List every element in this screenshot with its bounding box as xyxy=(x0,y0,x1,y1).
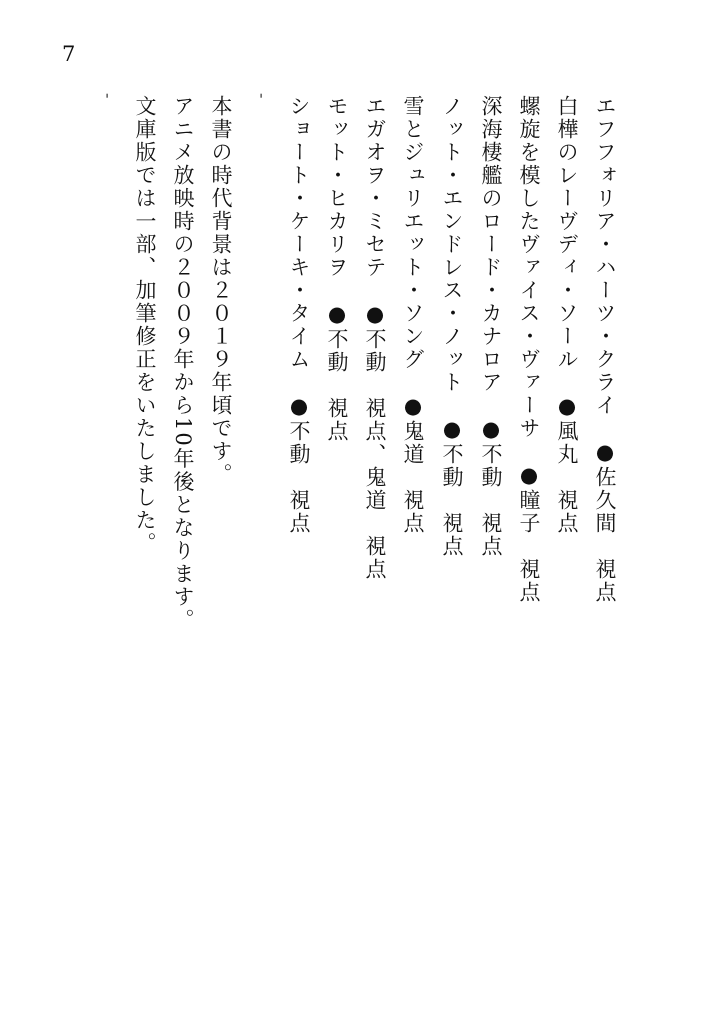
page-number: 7 xyxy=(62,42,76,66)
toc-end-mark: ‐ xyxy=(253,93,272,99)
toc-entry: 螺旋を模したヴァイス・ヴァーサ ●瞳子 視点 xyxy=(517,95,541,604)
note-line: 文庫版では一部、加筆修正をいたしました。 xyxy=(133,95,157,555)
toc-entry: エフフォリア・ハーツ・クライ ●佐久間 視点 xyxy=(593,95,617,604)
note-line: アニメ放映時の２００９年から10年後となります。 xyxy=(171,95,195,632)
toc-entry: 雪とジュリエット・ソング ●鬼道 視点 xyxy=(401,95,425,535)
note-line: 本書の時代背景は２０１９年頃です。 xyxy=(209,95,233,486)
toc-entry: エガオヲ・ミセテ ●不動 視点、鬼道 視点 xyxy=(363,95,387,581)
toc-entry: ノット・エンドレス・ノット ●不動 視点 xyxy=(440,95,464,558)
toc-entry: 白樺のレーヴディ・ソール ●風丸 視点 xyxy=(555,95,579,535)
toc-entry: モット・ヒカリヲ ●不動 視点 xyxy=(325,95,349,443)
toc-entry: 深海棲艦のロード・カナロア ●不動 視点 xyxy=(479,95,503,558)
toc-entry: ショート・ケーキ・タイム ●不動 視点 xyxy=(287,95,311,535)
note-open-mark: ‐ xyxy=(99,93,118,99)
